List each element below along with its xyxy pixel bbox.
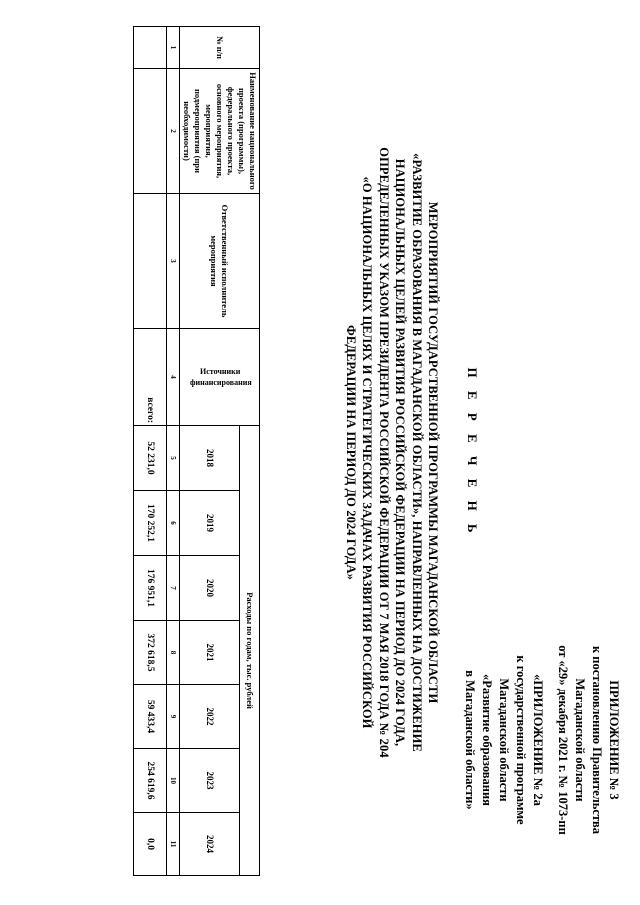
appendix-line: Магаданской области — [497, 678, 511, 802]
measures-table — [133, 26, 260, 876]
total-value: 372 618,5 — [134, 621, 167, 685]
appendix-line: в Магаданской области» — [463, 670, 477, 810]
header-number: № п/п — [180, 27, 260, 69]
heading-line: ФЕДЕРАЦИИ НА ПЕРИОД ДО 2024 ГОДА» — [344, 325, 358, 580]
appendix-line: Магаданской области — [573, 678, 587, 802]
table-row — [134, 27, 167, 876]
column-number: 2 — [167, 69, 180, 194]
document-title: П Е Р Е Ч Е Н Ь — [465, 367, 480, 538]
total-value: 52 231,0 — [134, 426, 167, 491]
header-year: 2024 — [180, 813, 240, 876]
column-number: 9 — [167, 685, 180, 749]
total-value: 170 252,1 — [134, 491, 167, 556]
column-number: 4 — [167, 329, 180, 426]
header-year: 2018 — [180, 426, 240, 491]
header-executor: Ответственный исполнитель мероприятия — [180, 194, 260, 329]
heading-line: НАЦИОНАЛЬНЫХ ЦЕЛЕЙ РАЗВИТИЯ РОССИЙСКОЙ ФЕДЕРАЦИИ НА ПЕРИОД ДО 2024 ГОДА, — [393, 158, 408, 747]
header-year: 2021 — [180, 621, 240, 685]
appendix-line: к государственной программе — [514, 655, 528, 825]
appendix-line: «ПРИЛОЖЕНИЕ № 2а — [531, 674, 545, 806]
header-source: Источники финансирования — [190, 367, 252, 387]
header-year: 2022 — [180, 685, 240, 749]
total-value: 254 619,6 — [134, 749, 167, 813]
appendix-line: к постановлению Правительства — [590, 645, 604, 835]
column-number: 10 — [167, 749, 180, 813]
table-cell — [134, 69, 167, 194]
column-number: 11 — [167, 813, 180, 876]
document-heading — [343, 40, 481, 865]
appendix-line: «Развитие образования — [480, 674, 494, 806]
heading-line: ОПРЕДЕЛЕННЫХ УКАЗОМ ПРЕЗИДЕНТА РОССИЙСКОЙ ФЕДЕРАЦИИ ОТ 7 МАЯ 2018 ГОДА № 204 — [377, 147, 391, 758]
header-year: 2019 — [180, 491, 240, 556]
header-source-cell — [180, 329, 260, 426]
total-value: 176 951,1 — [134, 556, 167, 621]
heading-line: МЕРОПРИЯТИЙ ГОСУДАРСТВЕННОЙ ПРОГРАММЫ МАГАДАНСКОЙ ОБЛАСТИ — [426, 201, 441, 704]
heading-line: «РАЗВИТИЕ ОБРАЗОВАНИЯ В МАГАДАНСКОЙ ОБЛАСТИ», НАПРАВЛЕННЫХ НА ДОСТИЖЕНИЕ — [410, 153, 424, 752]
column-number: 3 — [167, 194, 180, 329]
column-number: 1 — [167, 27, 180, 69]
column-number: 8 — [167, 621, 180, 685]
header-year: 2020 — [180, 556, 240, 621]
column-number: 6 — [167, 491, 180, 556]
header-expenses: Расходы по годам, тыс. рублей — [240, 426, 260, 876]
appendix-block — [554, 615, 622, 865]
total-value: 0,0 — [134, 813, 167, 876]
header-year: 2023 — [180, 749, 240, 813]
table-cell — [134, 194, 167, 329]
heading-line: «О НАЦИОНАЛЬНЫХ ЦЕЛЯХ И СТРАТЕГИЧЕСКИХ ЗАДАЧАХ РАЗВИТИЯ РОССИЙСКОЙ — [360, 176, 375, 729]
total-label: всего: — [134, 329, 167, 426]
total-value: 59 433,4 — [134, 685, 167, 749]
header-name: Наименование национального проекта (программы), федерального проекта, основного мероприятия, мероприятия, подмероприятия (при необходимости) — [180, 69, 260, 194]
column-number: 5 — [167, 426, 180, 491]
appendix-line: от «29» декабря 2021 г. № 1073-пп — [556, 645, 570, 835]
table-cell — [134, 27, 167, 69]
column-number: 7 — [167, 556, 180, 621]
appendix-line: ПРИЛОЖЕНИЕ № 3 — [607, 680, 621, 800]
